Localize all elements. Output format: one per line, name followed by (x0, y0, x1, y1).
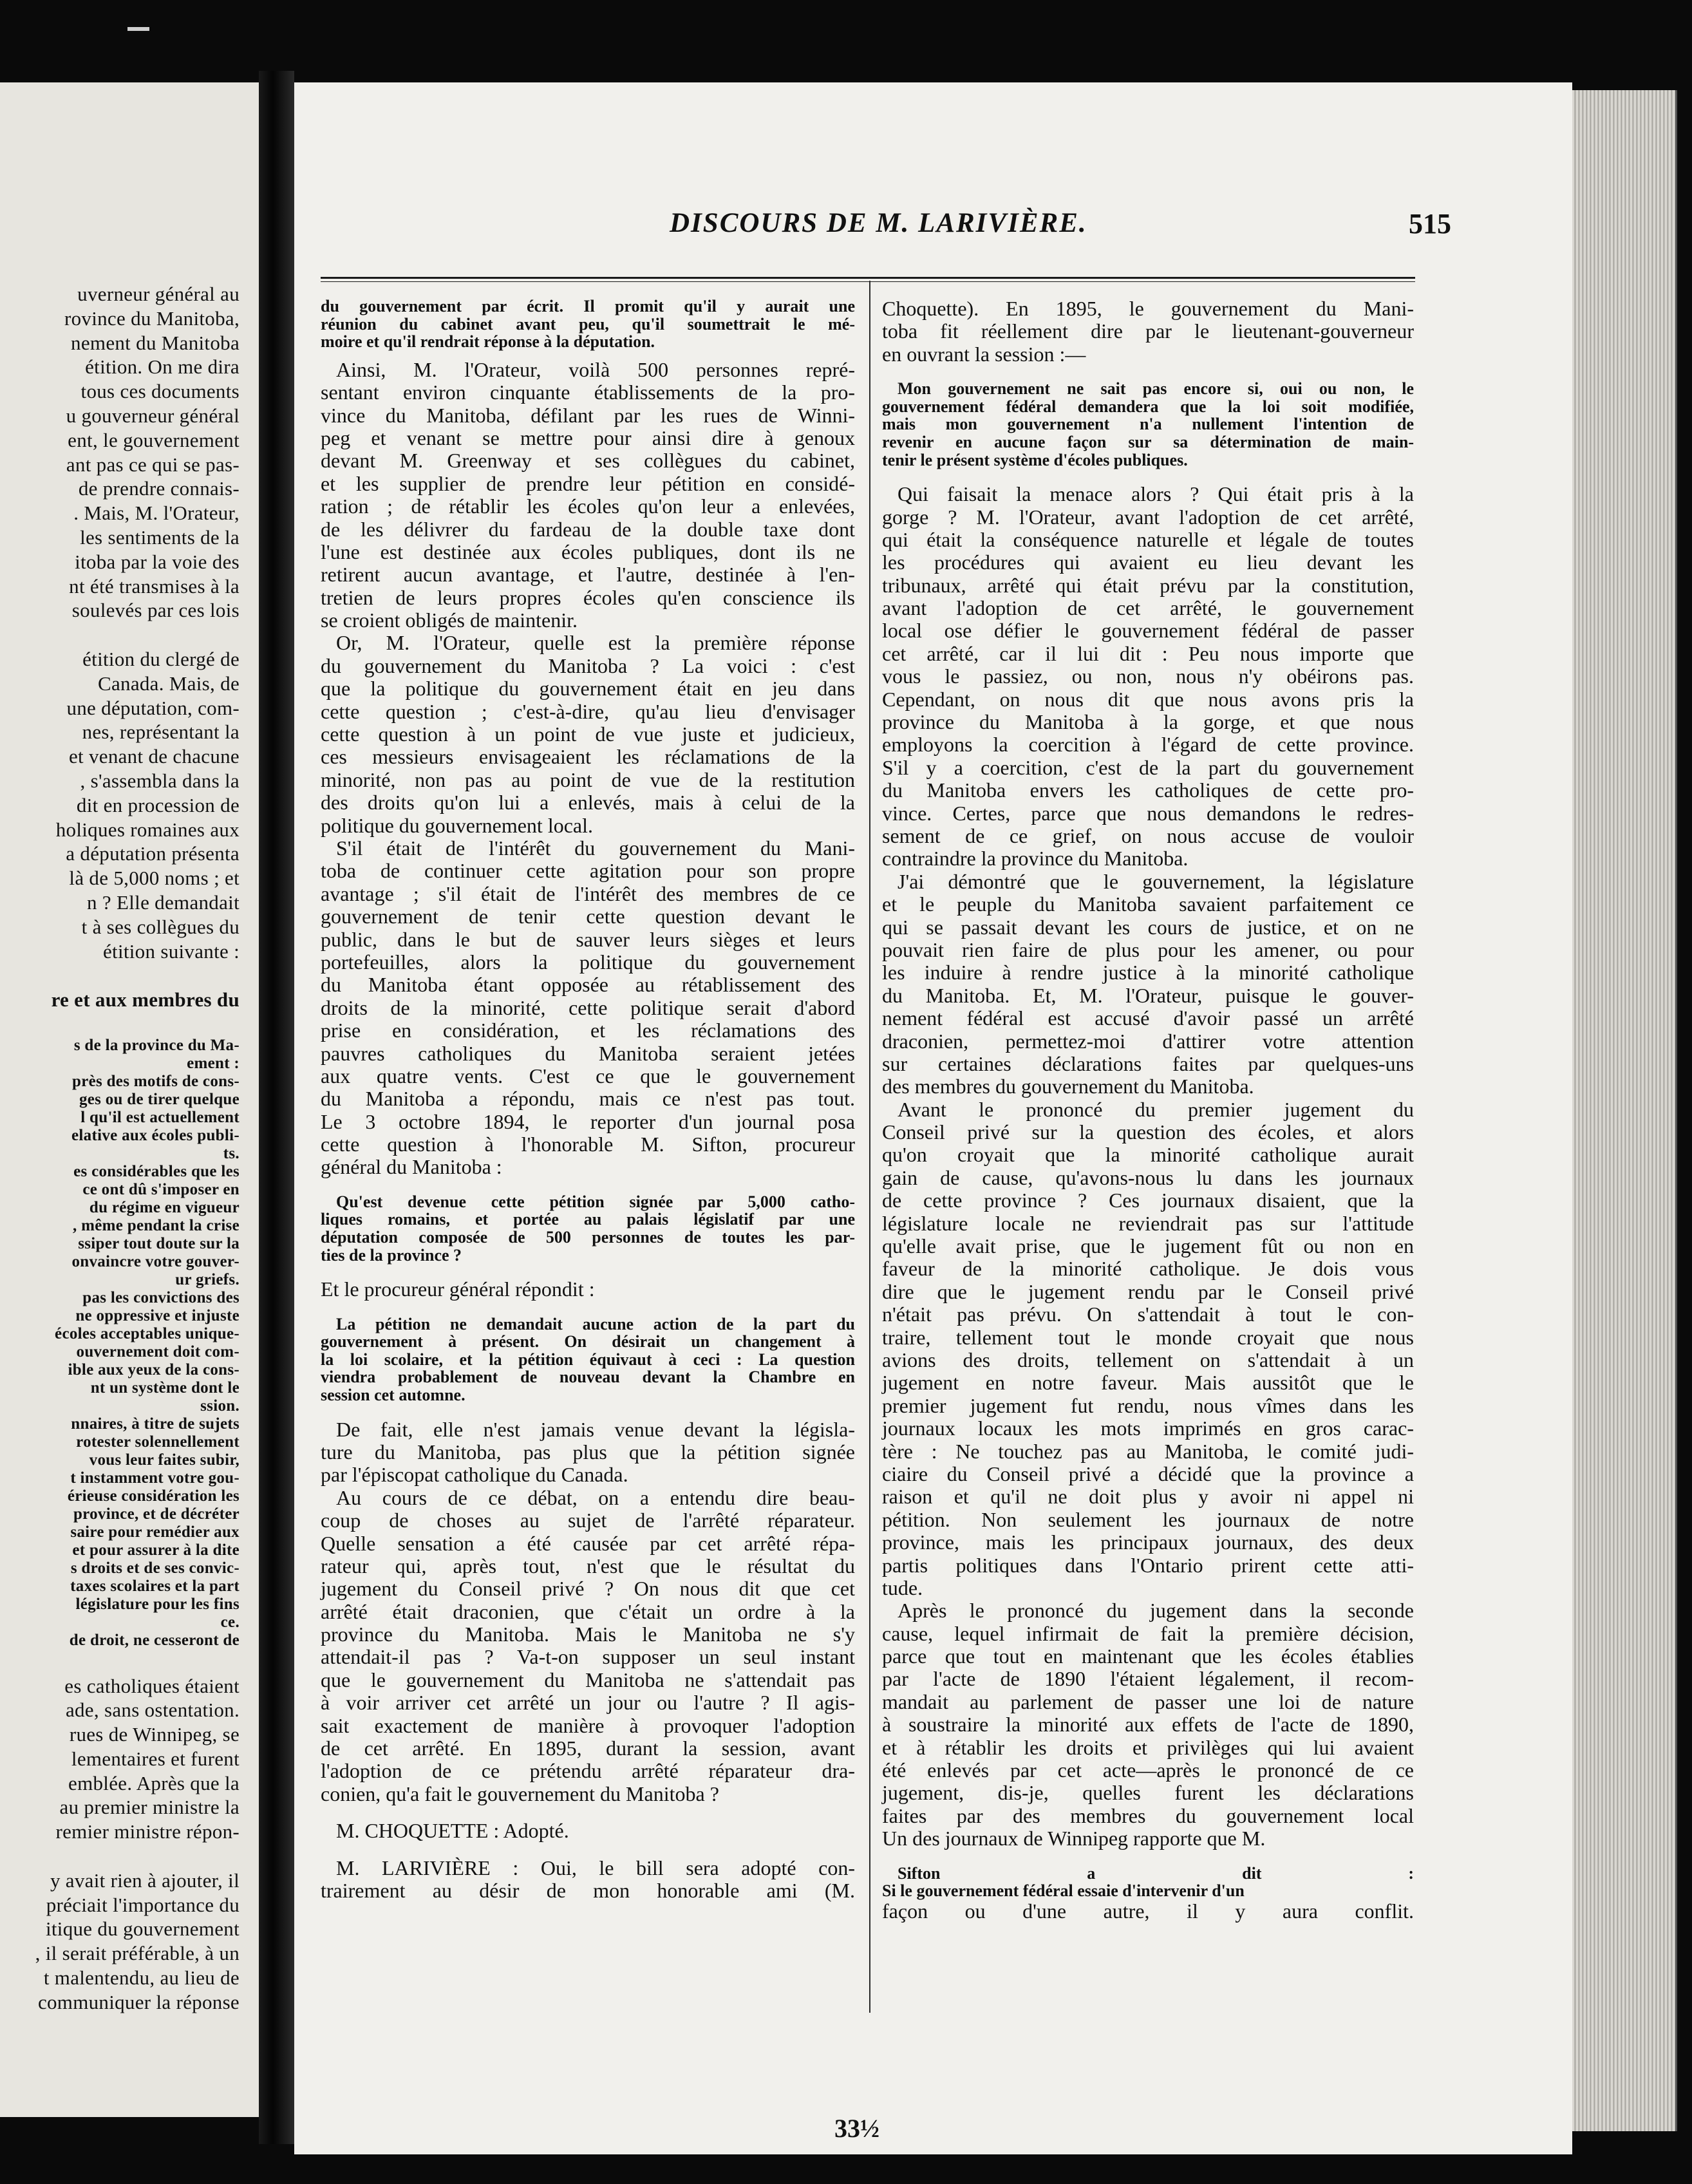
text-line: pétition. Non seulement les journaux de notre (882, 1507, 1414, 1531)
text-line: S'il y a coercition, c'est de la part du gouvernement (882, 755, 1414, 779)
text-line: Un des journaux de Winnipeg rapporte que M. (882, 1827, 1266, 1850)
fragment-line (0, 1844, 240, 1869)
fragment-line: dit en procession de (76, 793, 240, 816)
text-line: ces messieurs envisageaient les réclamations de la (321, 745, 855, 769)
text-line: avantage ; s'il était de l'intérêt des membres de ce (321, 881, 855, 905)
fragment-line: . Mais, M. l'Orateur, (73, 502, 240, 525)
fragment-line: l qu'il est actuellement (80, 1108, 240, 1126)
fragment-line: t malentendu, au lieu de (43, 1966, 240, 1990)
fragment-line: ible aux yeux de la cons- (68, 1360, 240, 1379)
fragment-line: n ? Elle demandait (87, 890, 240, 914)
quote-line: moire et qu'il rendrait réponse à la députation. (321, 332, 655, 352)
text-line: été enlevés par cet acte—après le prononcé de ce (882, 1758, 1414, 1782)
fragment-line: ant pas ce qui se pas- (66, 453, 240, 476)
paragraph-gap (882, 366, 1414, 380)
fragment-line: les sentiments de la (80, 525, 240, 549)
quote-line: viendra probablement de nouveau devant la Chambre en (321, 1368, 855, 1387)
text-line: se croient obligés de maintenir. (321, 608, 578, 632)
fragment-line: , il serait préférable, à un (35, 1942, 240, 1965)
text-line: n'était pas prévu. On s'attendait à tout le con- (882, 1303, 1414, 1326)
text-line: du Manitoba a répondu, mais ce n'est pas tout. (321, 1087, 855, 1111)
quote-line: mais mon gouvernement n'a nullement l'intention de (882, 415, 1414, 434)
quote-line: Mon gouvernement ne sait pas encore si, oui ou non, le (898, 379, 1414, 399)
text-line: vince du Manitoba, défilant par les rues de Winni- (321, 403, 855, 427)
text-line: cette question à un point de vue juste et judicieux, (321, 722, 855, 746)
text-line: tretien de leurs propres écoles qu'en conscience ils (321, 585, 855, 609)
text-line: toba de continuer cette agitation pour son propre (321, 859, 855, 883)
text-line: par l'épiscopat catholique du Canada. (321, 1463, 628, 1487)
text-line: Ainsi, M. l'Orateur, voilà 500 personnes repré- (336, 357, 855, 381)
fragment-line: nes, représentant la (82, 720, 240, 744)
fragment-line: ouvernement doit com- (76, 1342, 240, 1360)
quote-line: gouvernement fédéral demandera que la loi soit modifiée, (882, 397, 1414, 416)
text-line: trairement au désir de mon honorable ami (M. (321, 1879, 855, 1902)
text-line: l'une est destinée aux écoles publiques, dont ils ne (321, 540, 855, 563)
quote-line: revenir en aucune façon sur sa détermination de main- (882, 432, 1414, 451)
quote-line: du gouvernement par écrit. Il promit qu'il y aurait une (321, 297, 855, 315)
fragment-line: y avait rien à ajouter, il (50, 1869, 240, 1892)
text-line: public, dans le but de sauver leurs sièges et leurs (321, 927, 855, 951)
quote-line: gouvernement à présent. On désirait un changement à (321, 1332, 855, 1351)
fragment-line: uverneur général au (77, 283, 240, 305)
text-line: à soustraire la minorité aux effets de l'acte de 1890, (882, 1713, 1414, 1737)
paragraph-gap (882, 1850, 1414, 1865)
fragment-line (0, 1650, 240, 1674)
text-column-right (882, 297, 1414, 1923)
text-column-left (321, 297, 855, 1902)
fragment-line: rotester solennellement (76, 1433, 240, 1451)
text-line: M. CHOQUETTE : Adopté. (336, 1819, 569, 1843)
text-line: à voir arriver cet arrêté un jour ou l'autre ? Il agis- (321, 1691, 855, 1715)
text-line: de cette province ? Ces journaux disaient, que la (882, 1189, 1414, 1212)
printer-signature: 33½ (834, 2114, 879, 2143)
fragment-line: nement du Manitoba (71, 331, 240, 354)
text-line: pauvres catholiques du Manitoba seraient jetées (321, 1041, 855, 1065)
text-line: Le 3 octobre 1894, le reporter d'un journal posa (321, 1109, 855, 1133)
text-line: les induire à rendre justice à la minorité catholique (882, 961, 1414, 984)
text-line: jugement en notre faveur. Mais aussitôt que le (882, 1371, 1414, 1395)
text-line: les procédures qui avaient eu lieu devant les (882, 551, 1414, 574)
text-line: ture du Manitoba, pas plus que la pétition signée (321, 1440, 855, 1464)
fragment-line: soulevés par ces lois (71, 599, 240, 622)
text-line: Après le prononcé du jugement dans la seconde (898, 1599, 1414, 1623)
fragment-line: , s'assembla dans la (80, 769, 240, 792)
text-line: du gouvernement du Manitoba ? La voici : c'est (321, 654, 855, 677)
fragment-line: , même pendant la crise (73, 1216, 240, 1234)
text-line: de les délivrer du fardeau de la double taxe dont (321, 517, 855, 541)
quote-line: liques romains, et portée au palais législatif par une (321, 1210, 855, 1229)
text-line: raison et qu'il ne doit plus y avoir ni appel ni (882, 1485, 1414, 1509)
fragment-line: communiquer la réponse (37, 1990, 240, 2013)
fragment-line: pas les convictions des (82, 1288, 240, 1306)
paragraph-gap (321, 1843, 855, 1857)
fragment-line: nnaires, à titre de sujets (71, 1415, 240, 1433)
fragment-line: a députation présenta (66, 842, 240, 865)
text-line: général du Manitoba : (321, 1155, 502, 1179)
fragment-line: ce ont dû s'imposer en (82, 1180, 240, 1198)
text-line: des membres du gouvernement du Manitoba. (882, 1075, 1254, 1098)
text-line: J'ai démontré que le gouvernement, la législature (898, 869, 1414, 893)
fragment-line: province, et de décréter (73, 1505, 240, 1523)
fragment-line: étition suivante : (102, 939, 240, 963)
quote-line: réunion du cabinet avant peu, qu'il soumettrait le mé- (321, 314, 855, 334)
text-line: que le gouvernement du Manitoba ne s'attendait pas (321, 1668, 855, 1691)
text-line: aux quatre vents. C'est ce que le gouvernement (321, 1064, 855, 1087)
quote-line: la loi scolaire, et la pétition équivaut à ceci : La question (321, 1350, 855, 1369)
paragraph-gap (321, 1179, 855, 1193)
text-line: avions des droits, tellement on s'attendait à un (882, 1348, 1414, 1371)
fragment-line: de prendre connais- (78, 477, 240, 500)
fragment-line: ur griefs. (175, 1270, 240, 1288)
text-line: Et le procureur général répondit : (321, 1277, 595, 1301)
text-line: droits de la minorité, cette politique serait d'abord (321, 995, 855, 1019)
fragment-line (0, 623, 240, 647)
fragment-line: t à ses collègues du (81, 915, 240, 938)
quote-line: ties de la province ? (321, 1245, 462, 1265)
page-edges (1572, 90, 1677, 2131)
quote-line: députation composée de 500 personnes de toutes les par- (321, 1228, 855, 1247)
text-line: vous le passiez, ou non, nous n'y obéirons pas. (882, 664, 1414, 688)
text-line: minorité, non pas au point de vue de la restitution (321, 767, 855, 791)
text-line: tude. (882, 1576, 923, 1599)
text-line: Or, M. l'Orateur, quelle est la première réponse (336, 631, 855, 655)
column-divider (869, 281, 870, 2013)
text-line: Au cours de ce débat, on a entendu dire beau- (336, 1485, 855, 1509)
text-line: jugement, dis-je, quelles furent les déclarations (882, 1781, 1414, 1805)
text-line: politique du gouvernement local. (321, 813, 593, 837)
fragment-line: es considérables que les (73, 1162, 240, 1180)
text-line: devant M. Greenway et ses collègues du cabinet, (321, 449, 855, 473)
text-line: cause, lequel infirmait de fait la première décision, (882, 1621, 1414, 1645)
paragraph-gap (321, 1301, 855, 1315)
text-line: cet arrêté, car il lui dit : Peu nous importe que (882, 641, 1414, 665)
fragment-line: du régime en vigueur (89, 1198, 240, 1216)
fragment-line: ssiper tout doute sur la (78, 1234, 240, 1252)
text-line: arrêté était draconien, que c'était un ordre à la (321, 1599, 855, 1623)
fragment-line: près des motifs de cons- (72, 1072, 240, 1090)
fragment-line: remier ministre répon- (55, 1820, 240, 1843)
text-line: gorge ? M. l'Orateur, avant l'adoption de cet arrêté, (882, 505, 1414, 529)
text-line: qu'on croyait que la minorité catholique aurait (882, 1143, 1414, 1167)
text-line: Choquette). En 1895, le gouvernement du Mani- (882, 297, 1414, 320)
fragment-line: ce. (220, 1613, 240, 1631)
text-line: premier jugement fut rendu, nous vîmes dans les (882, 1393, 1414, 1417)
fragment-line: elative aux écoles publi- (71, 1126, 240, 1144)
text-line: gain de cause, qu'avons-nous lu dans les journaux (882, 1165, 1414, 1189)
text-line: conien, qu'a fait le gouvernement du Manitoba ? (321, 1782, 719, 1805)
fragment-line: ade, sans ostentation. (65, 1699, 240, 1722)
text-line: parce que tout en maintenant que les écoles établies (882, 1644, 1414, 1668)
fragment-line: re et aux membres du (51, 988, 240, 1012)
fragment-line: onvaincre votre gouver- (71, 1252, 240, 1270)
fragment-line: ne oppressive et injuste (75, 1306, 240, 1324)
text-line: province, mais les principaux journaux, des deux (882, 1530, 1414, 1554)
fragment-line: es catholiques étaient (64, 1674, 240, 1697)
fragment-line: étition. On me dira (85, 355, 240, 379)
text-line: qui était la conséquence naturelle et légale de toutes (882, 527, 1414, 551)
paragraph-gap (321, 1805, 855, 1820)
text-line: retirent aucun avantage, et l'autre, destinée à l'en- (321, 563, 855, 587)
text-line: du Manitoba envers les catholiques de cette pro- (882, 778, 1414, 802)
text-line: des droits qu'on lui a enlevés, mais à celui de la (321, 791, 855, 814)
fragment-line: écoles acceptables unique- (55, 1324, 240, 1342)
text-line: contraindre la province du Manitoba. (882, 847, 1189, 871)
quote-line: session cet automne. (321, 1385, 465, 1404)
fragment-line: t instamment votre gou- (70, 1469, 240, 1487)
text-line: toba fit réellement dire par le lieutenant-gouverneur (882, 319, 1414, 343)
text-line: Quelle sensation a été causée par cet arrêté répa- (321, 1531, 855, 1555)
previous-page-text (0, 282, 240, 2015)
text-line: faveur de la minorité catholique. Je dois vous (882, 1257, 1414, 1281)
fragment-line: emblée. Après que la (68, 1771, 240, 1794)
text-line: rateur qui, après tout, n'est que le résultat du (321, 1554, 855, 1577)
fragment-line: holiques romaines aux (55, 818, 240, 841)
text-line: dire que le jugement rendu par le Conseil privé (882, 1279, 1414, 1303)
fragment-line: ts. (223, 1144, 240, 1162)
fragment-line (0, 963, 240, 988)
text-line: peg et venant se mettre pour ainsi dire à genoux (321, 426, 855, 449)
text-line: du Manitoba étant opposée au rétablissement des (321, 973, 855, 997)
text-line: vince. Certes, parce que nous demandons le redres- (882, 801, 1414, 825)
fragment-line: lementaires et furent (71, 1747, 240, 1770)
fragment-line: au premier ministre la (59, 1796, 240, 1819)
text-line: sur certaines déclarations faites par quelques-uns (882, 1051, 1414, 1075)
quote-line: tenir le présent système d'écoles publiques. (882, 450, 1188, 469)
text-line: De fait, elle n'est jamais venue devant la législa- (336, 1417, 855, 1441)
text-line: province du Manitoba à la gorge, et que nous (882, 710, 1414, 734)
text-line: M. LARIVIÈRE : Oui, le bill sera adopté con- (336, 1856, 855, 1879)
fragment-line: et venant de chacune (68, 745, 240, 768)
fragment-line: rues de Winnipeg, se (69, 1723, 240, 1746)
header-rule-thin (321, 281, 1415, 282)
text-line: portefeuilles, alors la politique du gouvernement (321, 950, 855, 974)
fragment-line: itique du gouvernement (45, 1917, 240, 1941)
fragment-line: nt été transmises à la (69, 574, 240, 598)
text-line: législature locale ne reviendrait pas sur l'attitude (882, 1211, 1414, 1235)
fragment-line: saire pour remédier aux (70, 1523, 240, 1541)
text-line: en ouvrant la session :— (882, 342, 1086, 366)
text-line: cette question ; c'est-à-dire, qu'au lieu d'envisager (321, 699, 855, 723)
text-line: avant l'adoption de cet arrêté, le gouvernement (882, 596, 1414, 620)
fragment-line: législature pour les fins (75, 1595, 240, 1613)
text-line: draconien, permettez-moi d'attirer votre attention (882, 1029, 1414, 1053)
text-line: Cependant, on nous dit que nous avons pris la (882, 687, 1414, 711)
fragment-line: une députation, com- (66, 696, 240, 719)
fragment-line: u gouverneur général (66, 404, 240, 427)
text-line: l'adoption de ce prétendu arrêté réparateur dra- (321, 1759, 855, 1783)
scan-speck (127, 27, 149, 31)
paragraph-gap (882, 469, 1414, 483)
fragment-line: itoba par la voie des (75, 550, 240, 573)
text-line: sentant environ cinquante établissements de la pro- (321, 381, 855, 404)
text-line: tère : Ne touchez pas au Manitoba, le comité judi- (882, 1439, 1414, 1463)
text-line: coup de choses au sujet de l'arrêté réparateur. (321, 1509, 855, 1532)
fragment-line: ges ou de tirer quelque (79, 1090, 240, 1108)
text-line: sait exactement de manière à provoquer l'adoption (321, 1713, 855, 1737)
quote-line: La pétition ne demandait aucune action de la part du (336, 1314, 855, 1333)
text-line: Qui faisait la menace alors ? Qui était pris à la (898, 482, 1414, 506)
page-number: 515 (1409, 208, 1451, 240)
paragraph-gap (321, 351, 855, 359)
text-line: gouvernement de tenir cette question devant le (321, 905, 855, 928)
text-line: traire, tellement tout le monde croyait que nous (882, 1325, 1414, 1349)
text-line: Avant le prononcé du premier jugement du (898, 1097, 1414, 1121)
text-line: nement fédéral est accusé d'avoir passé un arrêté (882, 1006, 1414, 1030)
fragment-line (0, 1012, 240, 1037)
fragment-line: érieuse considération les (67, 1487, 240, 1505)
paragraph-gap (321, 1404, 855, 1418)
fragment-line: taxes scolaires et la part (70, 1577, 240, 1595)
text-line: et les supplier de prendre leur pétition en considé- (321, 471, 855, 495)
quote-line: Si le gouvernement fédéral essaie d'intervenir d'un (882, 1881, 1245, 1901)
fragment-line: vous leur faites subir, (89, 1451, 240, 1469)
header-rule (321, 277, 1415, 279)
text-line: mandait au parlement de passer une loi de nature (882, 1690, 1414, 1713)
text-line: Conseil privé sur la question des écoles, et alors (882, 1120, 1414, 1144)
fragment-line: s de la province du Ma- (73, 1036, 240, 1054)
text-line: ration ; de rétablir les écoles qu'on leur a enlevées, (321, 494, 855, 518)
text-line: par l'acte de 1890 l'étaient légalement, il recom- (882, 1667, 1414, 1691)
running-head: DISCOURS DE M. LARIVIÈRE. (670, 208, 1087, 238)
text-line: tribunaux, arrêté qui était prévu par la constitution, (882, 573, 1414, 597)
text-line: jugement du Conseil privé ? On nous dit que cet (321, 1577, 855, 1601)
quote-line: Sifton a dit : (898, 1863, 1414, 1883)
previous-page-fragment (0, 82, 259, 2117)
fragment-line: et pour assurer à la dite (72, 1541, 240, 1559)
text-line: qu'elle avait prise, que le jugement fût ou non en (882, 1234, 1414, 1258)
fragment-line: tous ces documents (80, 380, 240, 403)
text-line: S'il était de l'intérêt du gouvernement du Mani- (336, 836, 855, 860)
fragment-line: s droits et de ses convic- (70, 1559, 240, 1577)
text-line: province du Manitoba. Mais le Manitoba ne s'y (321, 1623, 855, 1646)
fragment-line: préciait l'importance du (46, 1893, 240, 1916)
fragment-line: de droit, ne cesseront de (69, 1631, 240, 1649)
text-line: et le peuple du Manitoba savaient parfaitement ce (882, 892, 1414, 916)
text-line: façon ou d'une autre, il y aura conflit. (882, 1899, 1414, 1923)
quote-line: Qu'est devenue cette pétition signée par 5,000 catho- (336, 1192, 855, 1211)
text-line: employons la coercition à l'égard de cette province. (882, 733, 1414, 757)
text-line: et à rétablir les droits et privilèges qui lui avaient (882, 1735, 1414, 1759)
text-line: de cet arrêté. En 1895, durant la session, avant (321, 1737, 855, 1760)
fragment-line: ssion. (200, 1397, 240, 1415)
text-line: journaux locaux les mots imprimés en gros carac- (882, 1417, 1414, 1440)
fragment-line: ement : (187, 1054, 240, 1072)
text-line: local ose défier le gouvernement fédéral de passer (882, 619, 1414, 643)
fragment-line: ent, le gouvernement (68, 428, 240, 451)
text-line: pouvait rien faire de plus pour les amener, ou pour (882, 937, 1414, 961)
fragment-line: nt un système dont le (90, 1379, 240, 1397)
text-line: attendait-il pas ? Va-t-on supposer un seul instant (321, 1645, 855, 1669)
text-line: cette question à l'honorable M. Sifton, procureur (321, 1133, 855, 1156)
text-line: sement de ce grief, on nous accuse de vouloir (882, 824, 1414, 847)
text-line: ciaire du Conseil privé a décidé que la province a (882, 1462, 1414, 1485)
text-line: du Manitoba. Et, M. l'Orateur, puisque le gouver- (882, 983, 1414, 1007)
fragment-line: rovince du Manitoba, (64, 306, 240, 330)
paragraph-gap (321, 1264, 855, 1278)
text-line: faites par des membres du gouvernement local (882, 1803, 1414, 1827)
fragment-line: Canada. Mais, de (97, 672, 240, 695)
fragment-line: là de 5,000 noms ; et (69, 867, 240, 890)
book-gutter (259, 71, 294, 2144)
text-line: qui se passait devant les cours de justice, et on ne (882, 915, 1414, 939)
text-line: partis politiques dans l'Ontario prirent cette atti- (882, 1553, 1414, 1577)
text-line: que la politique du gouvernement était en jeu dans (321, 677, 855, 701)
text-line: prise en considération, et les réclamations des (321, 1019, 855, 1042)
fragment-line: étition du clergé de (82, 647, 240, 670)
